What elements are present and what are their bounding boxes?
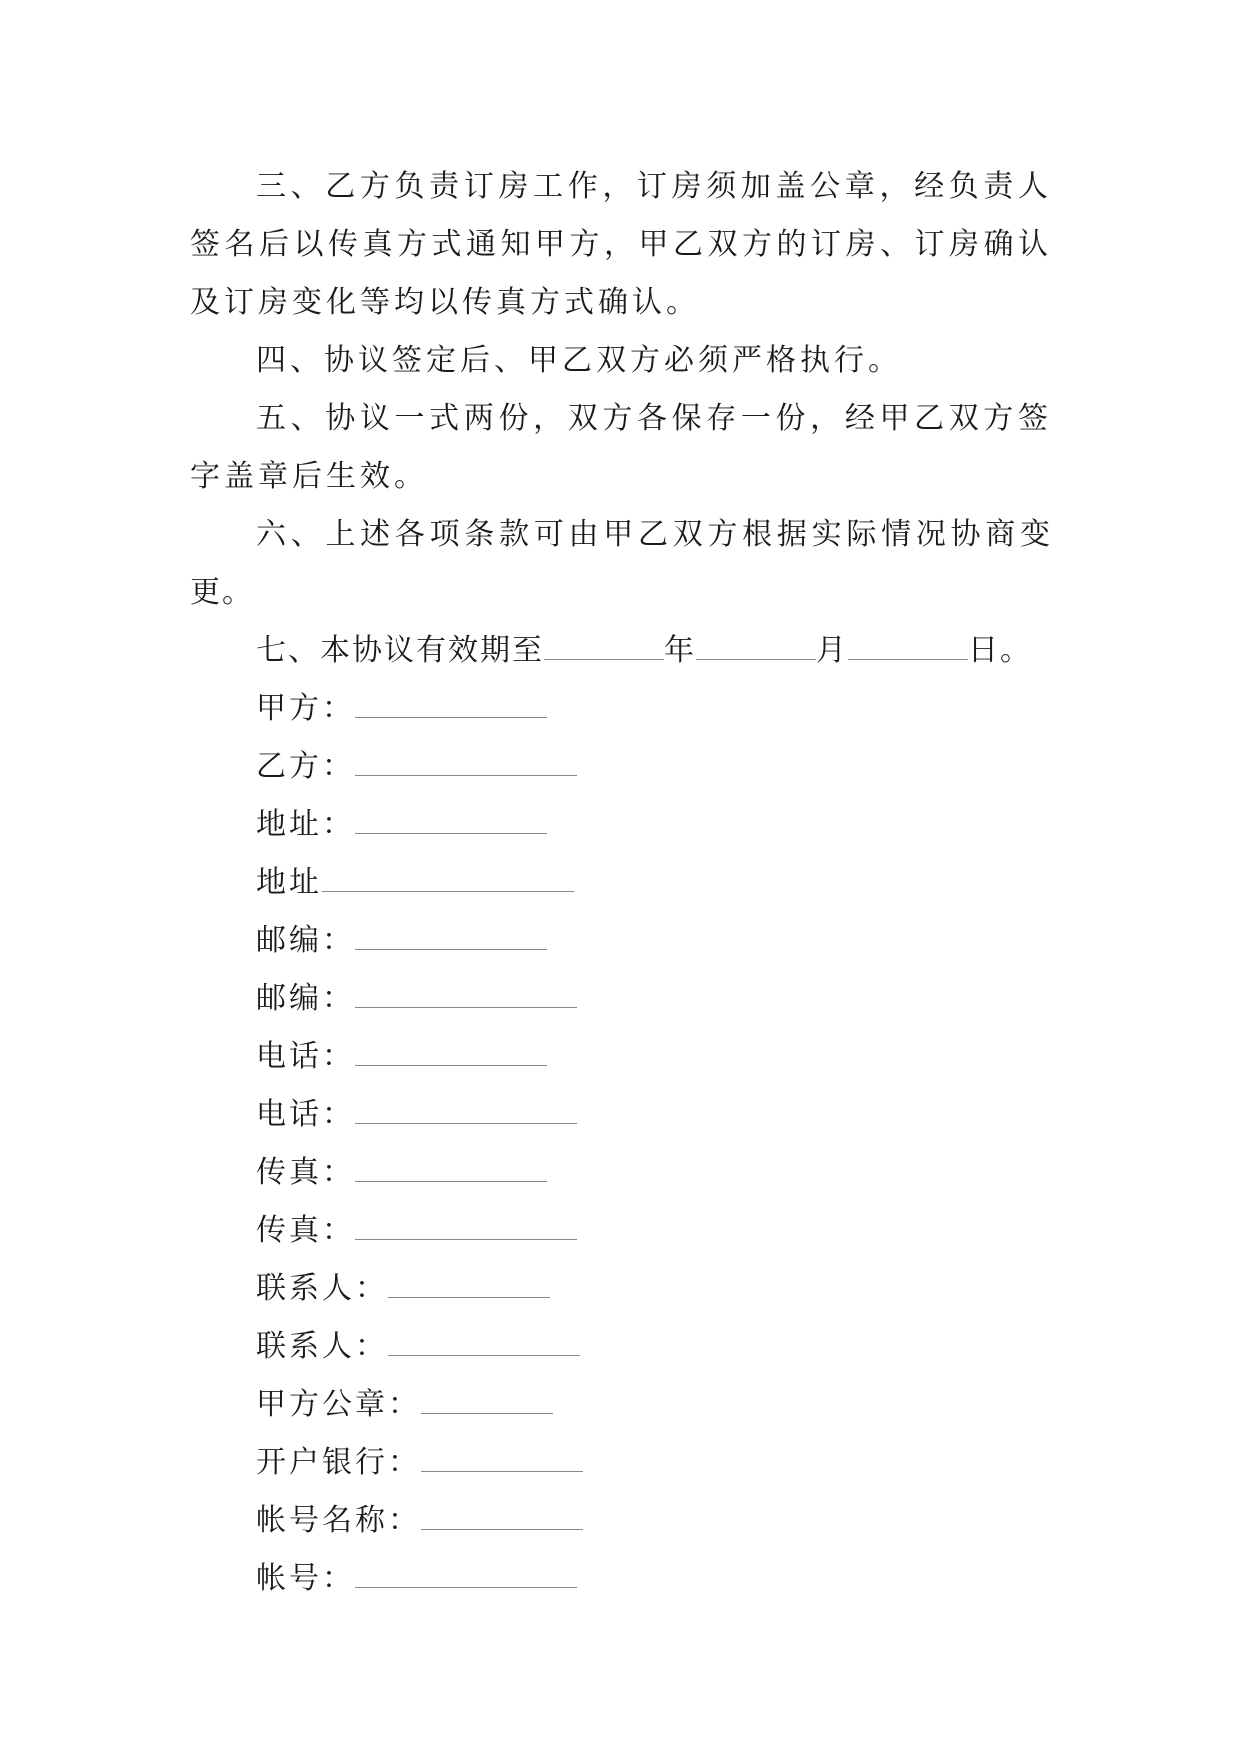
document-page — [190, 158, 1052, 1608]
field-blank[interactable] — [355, 1559, 577, 1588]
field-blank[interactable] — [421, 1443, 583, 1472]
field-label: 邮编： — [256, 923, 355, 958]
field-phone-b — [190, 1086, 1052, 1144]
field-party-a — [190, 680, 1052, 738]
field-label: 邮编： — [256, 981, 355, 1016]
field-postcode-b — [190, 970, 1052, 1028]
field-party-a-seal — [190, 1376, 1052, 1434]
year-blank[interactable] — [544, 631, 664, 660]
day-blank[interactable] — [848, 631, 968, 660]
field-label: 地址： — [256, 807, 355, 842]
clause-4: 四、协议签定后、甲乙双方必须严格执行。 — [256, 343, 902, 378]
field-fax-a — [190, 1144, 1052, 1202]
field-label: 传真： — [256, 1213, 355, 1248]
field-label: 甲方公章： — [256, 1387, 421, 1422]
field-blank[interactable] — [355, 1095, 577, 1124]
clause-5: 五、协议一式两份，双方各保存一份，经甲乙双方签字盖章后生效。 — [190, 401, 1052, 494]
field-label: 地址 — [256, 865, 322, 900]
field-blank[interactable] — [355, 979, 577, 1008]
field-label: 电话： — [256, 1097, 355, 1132]
clause-6: 六、上述各项条款可由甲乙双方根据实际情况协商变更。 — [190, 517, 1052, 610]
field-label: 甲方： — [256, 691, 355, 726]
field-label: 开户银行： — [256, 1445, 421, 1480]
field-blank[interactable] — [355, 1037, 547, 1066]
field-blank[interactable] — [421, 1501, 583, 1530]
field-label: 帐号： — [256, 1561, 355, 1596]
field-address-b — [190, 854, 1052, 912]
field-label: 联系人： — [256, 1329, 388, 1364]
field-account-name — [190, 1492, 1052, 1550]
field-label: 电话： — [256, 1039, 355, 1074]
field-fax-b — [190, 1202, 1052, 1260]
field-blank[interactable] — [421, 1385, 553, 1414]
field-account-number — [190, 1550, 1052, 1608]
field-blank[interactable] — [322, 863, 574, 892]
day-label: 日。 — [968, 633, 1032, 668]
field-label: 乙方： — [256, 749, 355, 784]
field-address-a — [190, 796, 1052, 854]
field-postcode-a — [190, 912, 1052, 970]
month-blank[interactable] — [696, 631, 816, 660]
field-party-b — [190, 738, 1052, 796]
field-label: 传真： — [256, 1155, 355, 1190]
field-label: 帐号名称： — [256, 1503, 421, 1538]
year-label: 年 — [664, 633, 696, 668]
month-label: 月 — [816, 633, 848, 668]
field-blank[interactable] — [355, 1153, 547, 1182]
field-blank[interactable] — [388, 1269, 550, 1298]
field-contact-a — [190, 1260, 1052, 1318]
field-blank[interactable] — [355, 747, 577, 776]
field-label: 联系人： — [256, 1271, 388, 1306]
field-blank[interactable] — [388, 1327, 580, 1356]
field-blank[interactable] — [355, 805, 547, 834]
field-phone-a — [190, 1028, 1052, 1086]
clause-3: 三、乙方负责订房工作，订房须加盖公章，经负责人签名后以传真方式通知甲方，甲乙双方的订房、订房确认及订房变化等均以传真方式确认。 — [190, 169, 1052, 320]
field-blank[interactable] — [355, 689, 547, 718]
clause-7 — [190, 622, 1052, 680]
field-blank[interactable] — [355, 921, 547, 950]
field-contact-b — [190, 1318, 1052, 1376]
field-blank[interactable] — [355, 1211, 577, 1240]
clause-7-prefix: 七、本协议有效期至 — [256, 633, 544, 668]
field-bank — [190, 1434, 1052, 1492]
